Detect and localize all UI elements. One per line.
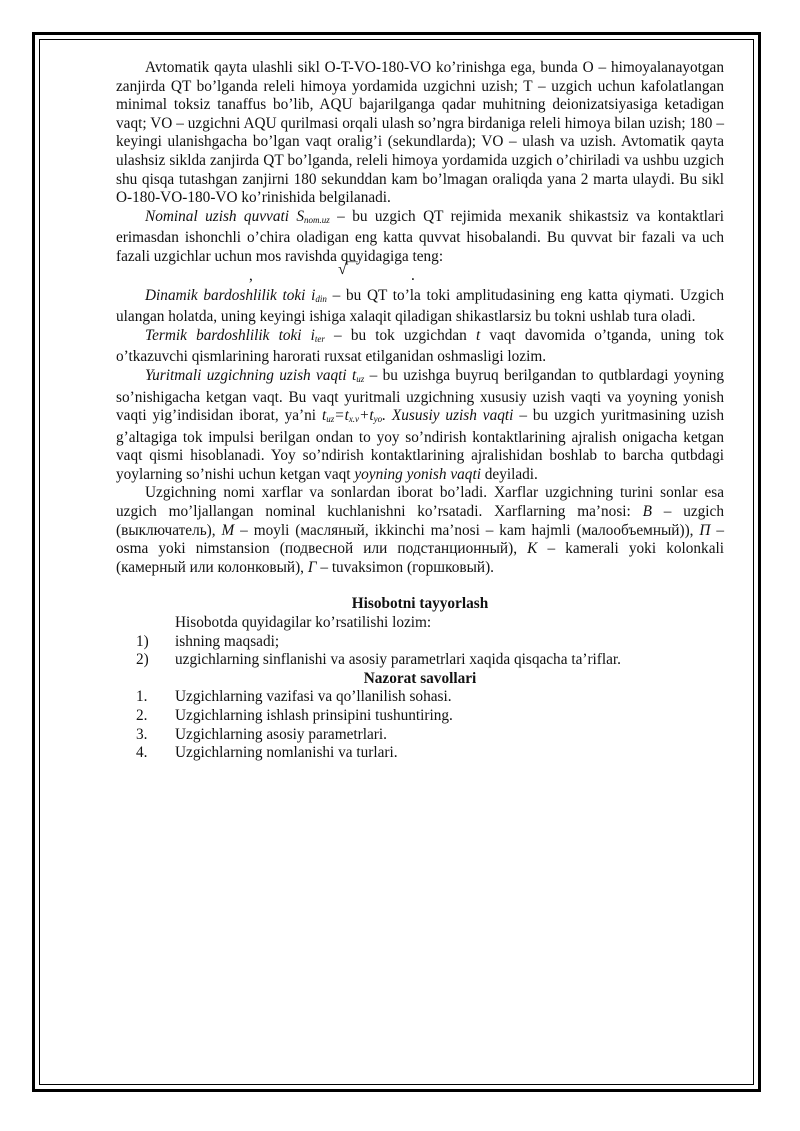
term-text: Nominal uzish quvvati S xyxy=(145,207,305,225)
paragraph-nominal-power xyxy=(116,208,724,267)
questions-heading: Nazorat savollari xyxy=(363,669,477,687)
term-text: Yuritmali uzgichning uzish vaqti t xyxy=(145,366,357,384)
naming-text: – moyli (масляный, ikkinchi ma’nosi – kam hajmli (малообъемный)), xyxy=(234,521,700,539)
list-item xyxy=(116,707,724,726)
paragraph-dynamic-current xyxy=(116,287,724,327)
definition-text: – bu QT to’la toki amplitudasining eng katta qiymati. Uzgich ulangan holatda, uning keyingi ishiga xalaqit qiladigan shikastlarsiz bu tokni ushlab tura oladi. xyxy=(116,286,724,326)
list-item xyxy=(116,744,724,763)
report-heading: Hisobotni tayyorlash xyxy=(351,595,489,613)
term-text: Dinamik bardoshlilik toki i xyxy=(145,286,316,304)
sqrt-symbol: √‾‾ xyxy=(338,260,358,278)
list-item xyxy=(116,651,724,670)
list-number: 3. xyxy=(136,725,148,743)
variable-t: t xyxy=(475,326,481,344)
term-arc-time: yoyning yonish vaqti xyxy=(354,465,481,483)
list-number: 1. xyxy=(136,688,148,706)
report-list xyxy=(116,633,724,670)
list-text: ishning maqsadi; xyxy=(175,632,280,650)
term-text: Termik bardoshlilik toki i xyxy=(145,326,315,344)
list-text: Uzgichlarning ishlash prinsipini tushuntiring. xyxy=(175,707,453,724)
paragraph-breaking-time xyxy=(116,367,724,485)
naming-text: Uzgichning nomi xarflar va sonlardan iborat bo’ladi. Xarflar uzgichning turini sonlar esa uzgich mo’ljallangan nominal kuchlanishni ko’rsatadi. Xarflarning ma’nosi: xyxy=(116,484,724,521)
formula-line xyxy=(116,260,724,287)
formula-inline xyxy=(322,407,513,424)
formula-var: t xyxy=(321,407,327,425)
definition-text: – bu uzgich QT rejimida mexanik shikastsiz va kontaktlari erimasdan ishonchli o’chira oladigan eng katta quvvat hisobalandi. Bu quvvat bir fazali va uch fazali uzgichlar uchun mos ravishda quyidagiga teng: xyxy=(116,207,724,265)
questions-list xyxy=(116,688,724,762)
list-item xyxy=(116,633,724,652)
definition-text: vaqt davomida o’tganda, uning tok o’tkazuvchi qismlarining harorati ruxsat etilganidan oshmasligi lozim. xyxy=(116,326,724,366)
term-thermal-current xyxy=(145,327,325,344)
term-subscript: nom.uz xyxy=(304,214,330,225)
naming-text: – kamerali yoki kolonkali (камерный или колонковый), xyxy=(116,540,724,576)
list-number: 1) xyxy=(136,632,149,650)
document-body xyxy=(116,59,724,763)
paragraph-naming xyxy=(116,484,724,577)
term-subscript: uz xyxy=(356,373,365,384)
formula-op: = xyxy=(334,407,345,425)
formula-period: . xyxy=(411,266,415,284)
list-number: 4. xyxy=(136,744,148,762)
naming-text: – uzgich (выключатель), xyxy=(116,503,724,539)
formula-op: . xyxy=(382,407,392,425)
letter-p: П xyxy=(699,521,711,539)
letter-k: K xyxy=(527,540,538,558)
report-intro: Hisobotda quyidagilar ko’rsatilishi lozim: xyxy=(175,614,432,632)
list-item xyxy=(116,688,724,707)
formula-sub: yo xyxy=(373,414,383,425)
term-dynamic-current xyxy=(145,287,327,304)
paragraph-cycle-description: Avtomatik qayta ulashli sikl O-T-VO-180-VO ko’rinishga ega, bunda O – himoyalanayotgan zanjirda QT bo’lganda releli himoya yordamida uzgichni uzish; T – uzgich uchun kafolatlangan minimal toksiz tanaffus bo’lib, AQU bajarilganga qadar muhitning deionizatsiyasiga ketadigan vaqt; VO – uzgichni AQU qurilmasi orqali ulash so’ngra birdaniga releli himoya bilan uzish; 180 – keyingi ulanishgacha bo’lgan vaqt oralig’i (sekundlarda); VO – ulash va uzish. Avtomatik qayta ulashsiz siklda zanjirda QT bo’lganda, releli himoya yordamida uzgich o’chiriladi va ushbu uzgich shu qisqa tutashgan zanjirni 180 sekunddan kam bo’lmagan oraliqda yana 2 marta ulaydi. Bu sikl O-180-VO-180-VO ko’rinishida belgilanadi. xyxy=(116,59,724,207)
list-text: Uzgichlarning vazifasi va qo’llanilish sohasi. xyxy=(175,688,452,706)
formula-sub: uz xyxy=(326,414,335,425)
formula-var: t xyxy=(369,407,374,425)
letter-g: Г xyxy=(307,558,317,576)
formula-sub: x.v xyxy=(348,414,360,425)
definition-text: – bu tok uzgichdan xyxy=(324,326,476,344)
list-text: Uzgichlarning nomlanishi va turlari. xyxy=(175,744,398,762)
naming-text: – tuvaksimon (горшковый). xyxy=(316,558,494,576)
letter-m: M xyxy=(221,521,235,539)
term-own-time: Xususiy uzish vaqti xyxy=(391,407,514,425)
term-subscript: ter xyxy=(314,333,325,344)
formula-var: t xyxy=(344,407,349,425)
formula-comma: , xyxy=(249,266,253,284)
term-subscript: din xyxy=(315,293,327,304)
definition-text: – bu uzgich yuritmasining uzish g’altagiga tok impulsi berilgan ondan to yoy so’ndirish kontaktlarining ajralish onigacha ketgan vaqt qismi hisoblanadi. Yoy so’ndirish kontaktlarining ajralishidan boshlab to barcha qutbdagi yoylarning so’nishi uchun ketgan vaqt xyxy=(116,407,725,483)
paragraph-thermal-current xyxy=(116,327,724,367)
list-item xyxy=(116,726,724,745)
term-breaking-time xyxy=(145,367,364,384)
definition-text: – bu uzishga buyruq berilgandan to qutblardagi yoyning so’nishigacha ketgan vaqt. Bu vaqt yuritmali uzgichning xususiy uzish vaqti va yoyning yonish vaqti yig’indisidan iborat, ya’ni xyxy=(116,366,724,425)
naming-text: – osma yoki nimstansion (подвесной или подстанционный), xyxy=(116,521,724,558)
term-nominal-power xyxy=(145,208,330,225)
list-number: 2. xyxy=(136,707,148,724)
formula-op: + xyxy=(359,407,370,425)
definition-text: deyiladi. xyxy=(480,465,538,483)
list-text: Uzgichlarning asosiy parametrlari. xyxy=(175,725,387,743)
list-text: uzgichlarning sinflanishi va asosiy parametrlari xaqida qisqacha ta’riflar. xyxy=(175,651,621,669)
list-number: 2) xyxy=(136,651,149,669)
letter-b: B xyxy=(642,503,652,521)
